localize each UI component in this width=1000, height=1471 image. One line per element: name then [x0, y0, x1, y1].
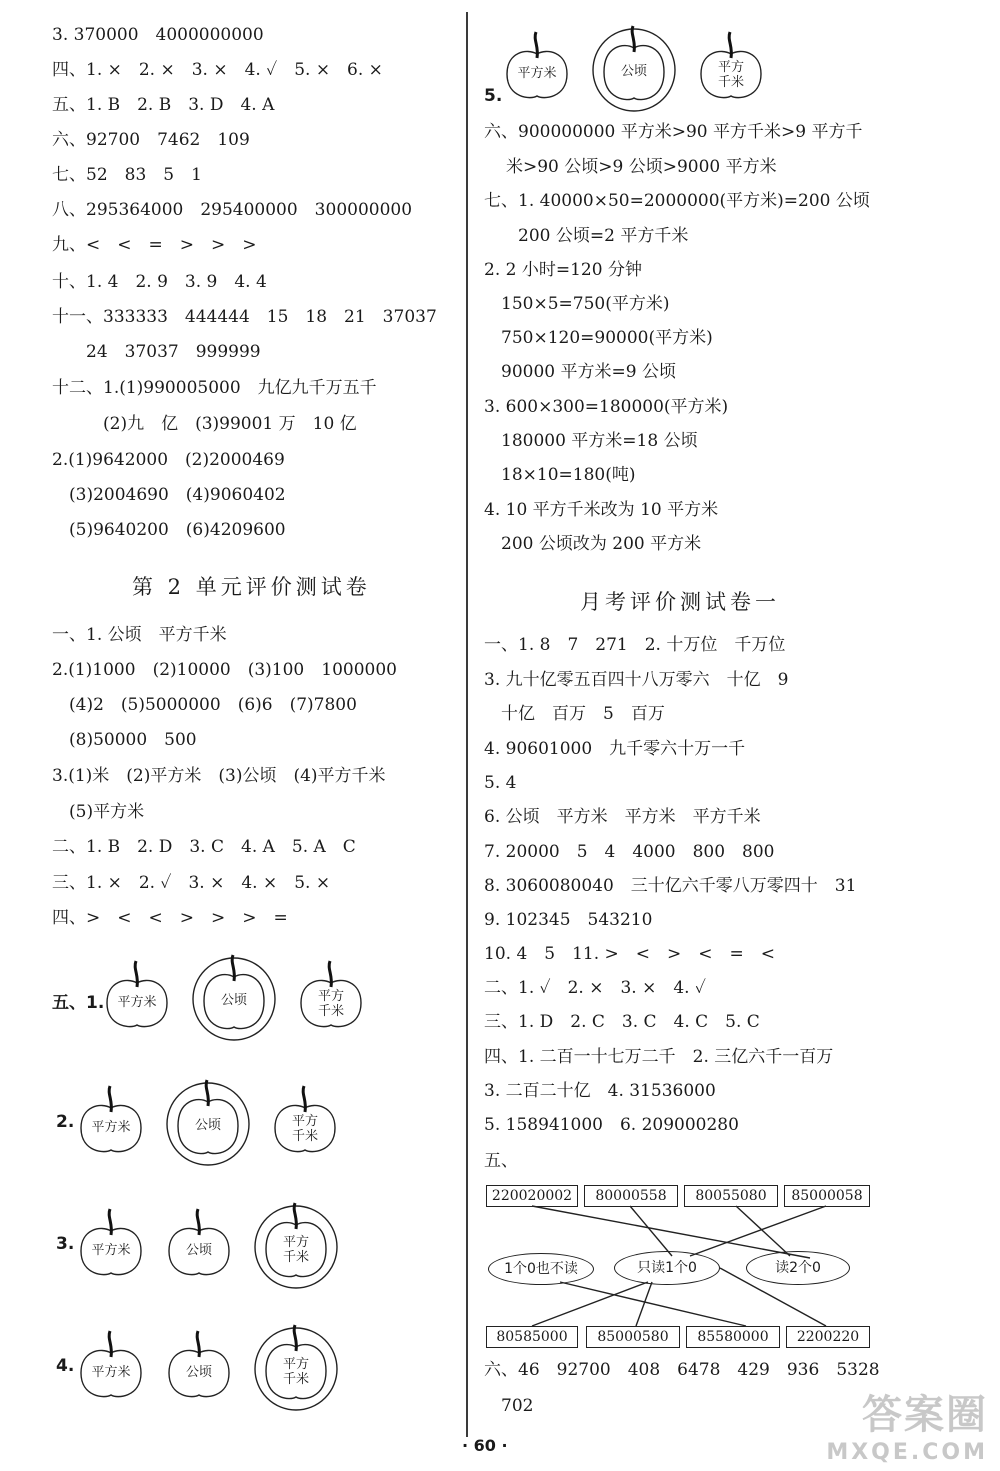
item-number: 五、1.: [52, 993, 105, 1013]
answer-line: 3. 370000 4000000000: [52, 25, 264, 45]
answer-line: (4)2 (5)5000000 (6)6 (7)7800: [52, 695, 357, 715]
number-box: 80055080: [684, 1185, 778, 1207]
number-box: 80585000: [486, 1326, 578, 1348]
apple-label: 平方米: [117, 995, 157, 1010]
answer-line: 200 公顷改为 200 平方米: [484, 534, 702, 554]
answer-line: 2. 2 小时=120 分钟: [484, 260, 642, 280]
apple-label: 平方米: [91, 1120, 131, 1135]
item-number: 2.: [56, 1112, 75, 1132]
apple-label: 平方 千米: [282, 1235, 309, 1265]
answer-line: 9. 102345 543210: [484, 910, 653, 930]
number-box: 85000580: [586, 1326, 680, 1348]
answer-line: (3)2004690 (4)9060402: [52, 485, 286, 505]
answer-line: 六、900000000 平方米>90 平方千米>9 平方千: [484, 122, 863, 142]
apple-label: 公顷: [620, 64, 647, 79]
answer-line: 十二、1.(1)990005000 九亿九千万五千: [52, 378, 377, 398]
answer-line: 702: [484, 1396, 534, 1416]
number-box: 2200220: [786, 1326, 870, 1348]
answer-line: 五、1. B 2. B 3. D 4. A: [52, 95, 275, 115]
answer-line: 3. 二百二十亿 4. 31536000: [484, 1081, 716, 1101]
answer-line: 十亿 百万 5 百万: [484, 704, 665, 724]
answer-line: 7. 20000 5 4 4000 800 800: [484, 842, 775, 862]
answer-line: 二、1. B 2. D 3. C 4. A 5. A C: [52, 837, 356, 857]
answer-line: 150×5=750(平方米): [484, 294, 670, 314]
answer-line: 10. 4 5 11. > < > < = <: [484, 944, 775, 964]
apple-label: 公顷: [220, 993, 247, 1008]
answer-line: 二、1. ✓ 2. × 3. × 4. ✓: [484, 978, 706, 998]
apple-label: 平方米: [91, 1243, 131, 1258]
answer-line: 六、92700 7462 109: [52, 130, 250, 150]
answer-line: 三、1. D 2. C 3. C 4. C 5. C: [484, 1012, 760, 1032]
watermark-logo: 答案圈: [862, 1392, 988, 1438]
answer-line: 3. 九十亿零五百四十八万零六 十亿 9: [484, 670, 789, 690]
item-number: 3.: [56, 1234, 75, 1254]
apple-label: 平方米: [91, 1365, 131, 1380]
rule-oval: 1个0也不读: [488, 1253, 594, 1285]
answer-line: 三、1. × 2. ✓ 3. × 4. × 5. ×: [52, 873, 331, 893]
answer-line: 2.(1)1000 (2)10000 (3)100 1000000: [52, 660, 397, 680]
number-box: 220020002: [486, 1185, 578, 1207]
apple-label: 平方 千米: [282, 1357, 309, 1387]
answer-line: (8)50000 500: [52, 730, 197, 750]
answer-line: 3.(1)米 (2)平方米 (3)公顷 (4)平方千米: [52, 766, 386, 786]
item-number: 5.: [484, 86, 503, 106]
page-number: · 60 ·: [462, 1436, 508, 1455]
answer-line: (5)平方米: [52, 802, 145, 822]
answer-line: 5. 4: [484, 773, 517, 793]
answer-line: 5. 158941000 6. 209000280: [484, 1115, 739, 1135]
answer-line: 十、1. 4 2. 9 3. 9 4. 4: [52, 272, 267, 292]
watermark: [826, 1383, 988, 1465]
apple-label: 平方 千米: [717, 60, 744, 90]
answer-line: 750×120=90000(平方米): [484, 328, 713, 348]
rule-oval: 读2个0: [746, 1251, 850, 1285]
answer-line: 2.(1)9642000 (2)2000469: [52, 450, 285, 470]
section-title: 月考评价测试卷一: [580, 590, 780, 614]
answer-line: 米>90 公顷>9 公顷>9000 平方米: [506, 157, 777, 177]
answer-line: 一、1. 公顷 平方千米: [52, 625, 227, 645]
apple-label: 平方米: [517, 66, 557, 81]
apple-label: 公顷: [185, 1365, 212, 1380]
answer-line: 九、< < = > > >: [52, 235, 257, 255]
answer-line: 四、> < < > > > =: [52, 908, 288, 928]
answer-line: 4. 90601000 九千零六十万一千: [484, 739, 746, 759]
answer-line: 七、1. 40000×50=2000000(平方米)=200 公顷: [484, 191, 870, 211]
answer-line: 六、46 92700 408 6478 429 936 5328: [484, 1360, 880, 1380]
rule-oval: 只读1个0: [614, 1251, 720, 1285]
apple-label: 平方 千米: [317, 989, 344, 1019]
answer-line: 6. 公顷 平方米 平方米 平方千米: [484, 807, 761, 827]
answer-line: 8. 3060080040 三十亿六千零八万零四十 31: [484, 876, 857, 896]
section-title: 第 2 单元评价测试卷: [132, 575, 371, 599]
apple-label: 公顷: [185, 1243, 212, 1258]
answer-line: (5)9640200 (6)4209600: [52, 520, 286, 540]
apple-label: 公顷: [194, 1118, 221, 1133]
number-box: 80000558: [584, 1185, 678, 1207]
answer-line: 四、1. × 2. × 3. × 4. ✓ 5. × 6. ×: [52, 60, 383, 80]
answer-line: 24 37037 999999: [52, 342, 261, 362]
number-box: 85000058: [784, 1185, 870, 1207]
answer-line: (2)九 亿 (3)99001 万 10 亿: [52, 414, 357, 434]
answer-line: 八、295364000 295400000 300000000: [52, 200, 413, 220]
answer-line: 180000 平方米=18 公顷: [484, 431, 698, 451]
answer-line: 90000 平方米=9 公顷: [484, 362, 676, 382]
answer-line: 十一、333333 444444 15 18 21 37037: [52, 307, 437, 327]
answer-line: 3. 600×300=180000(平方米): [484, 397, 729, 417]
answer-line: 200 公顷=2 平方千米: [484, 226, 689, 246]
apple-label: 平方 千米: [291, 1114, 318, 1144]
item-number: 4.: [56, 1356, 75, 1376]
answer-line: 七、52 83 5 1: [52, 165, 202, 185]
answer-line: 五、: [484, 1151, 518, 1171]
answer-line: 四、1. 二百一十七万二千 2. 三亿六千一百万: [484, 1047, 834, 1067]
watermark-url: MXQE.COM: [826, 1440, 988, 1465]
answer-line: 4. 10 平方千米改为 10 平方米: [484, 500, 719, 520]
number-box: 85580000: [686, 1326, 780, 1348]
answer-line: 18×10=180(吨): [484, 465, 636, 485]
answer-line: 一、1. 8 7 271 2. 十万位 千万位: [484, 635, 786, 655]
